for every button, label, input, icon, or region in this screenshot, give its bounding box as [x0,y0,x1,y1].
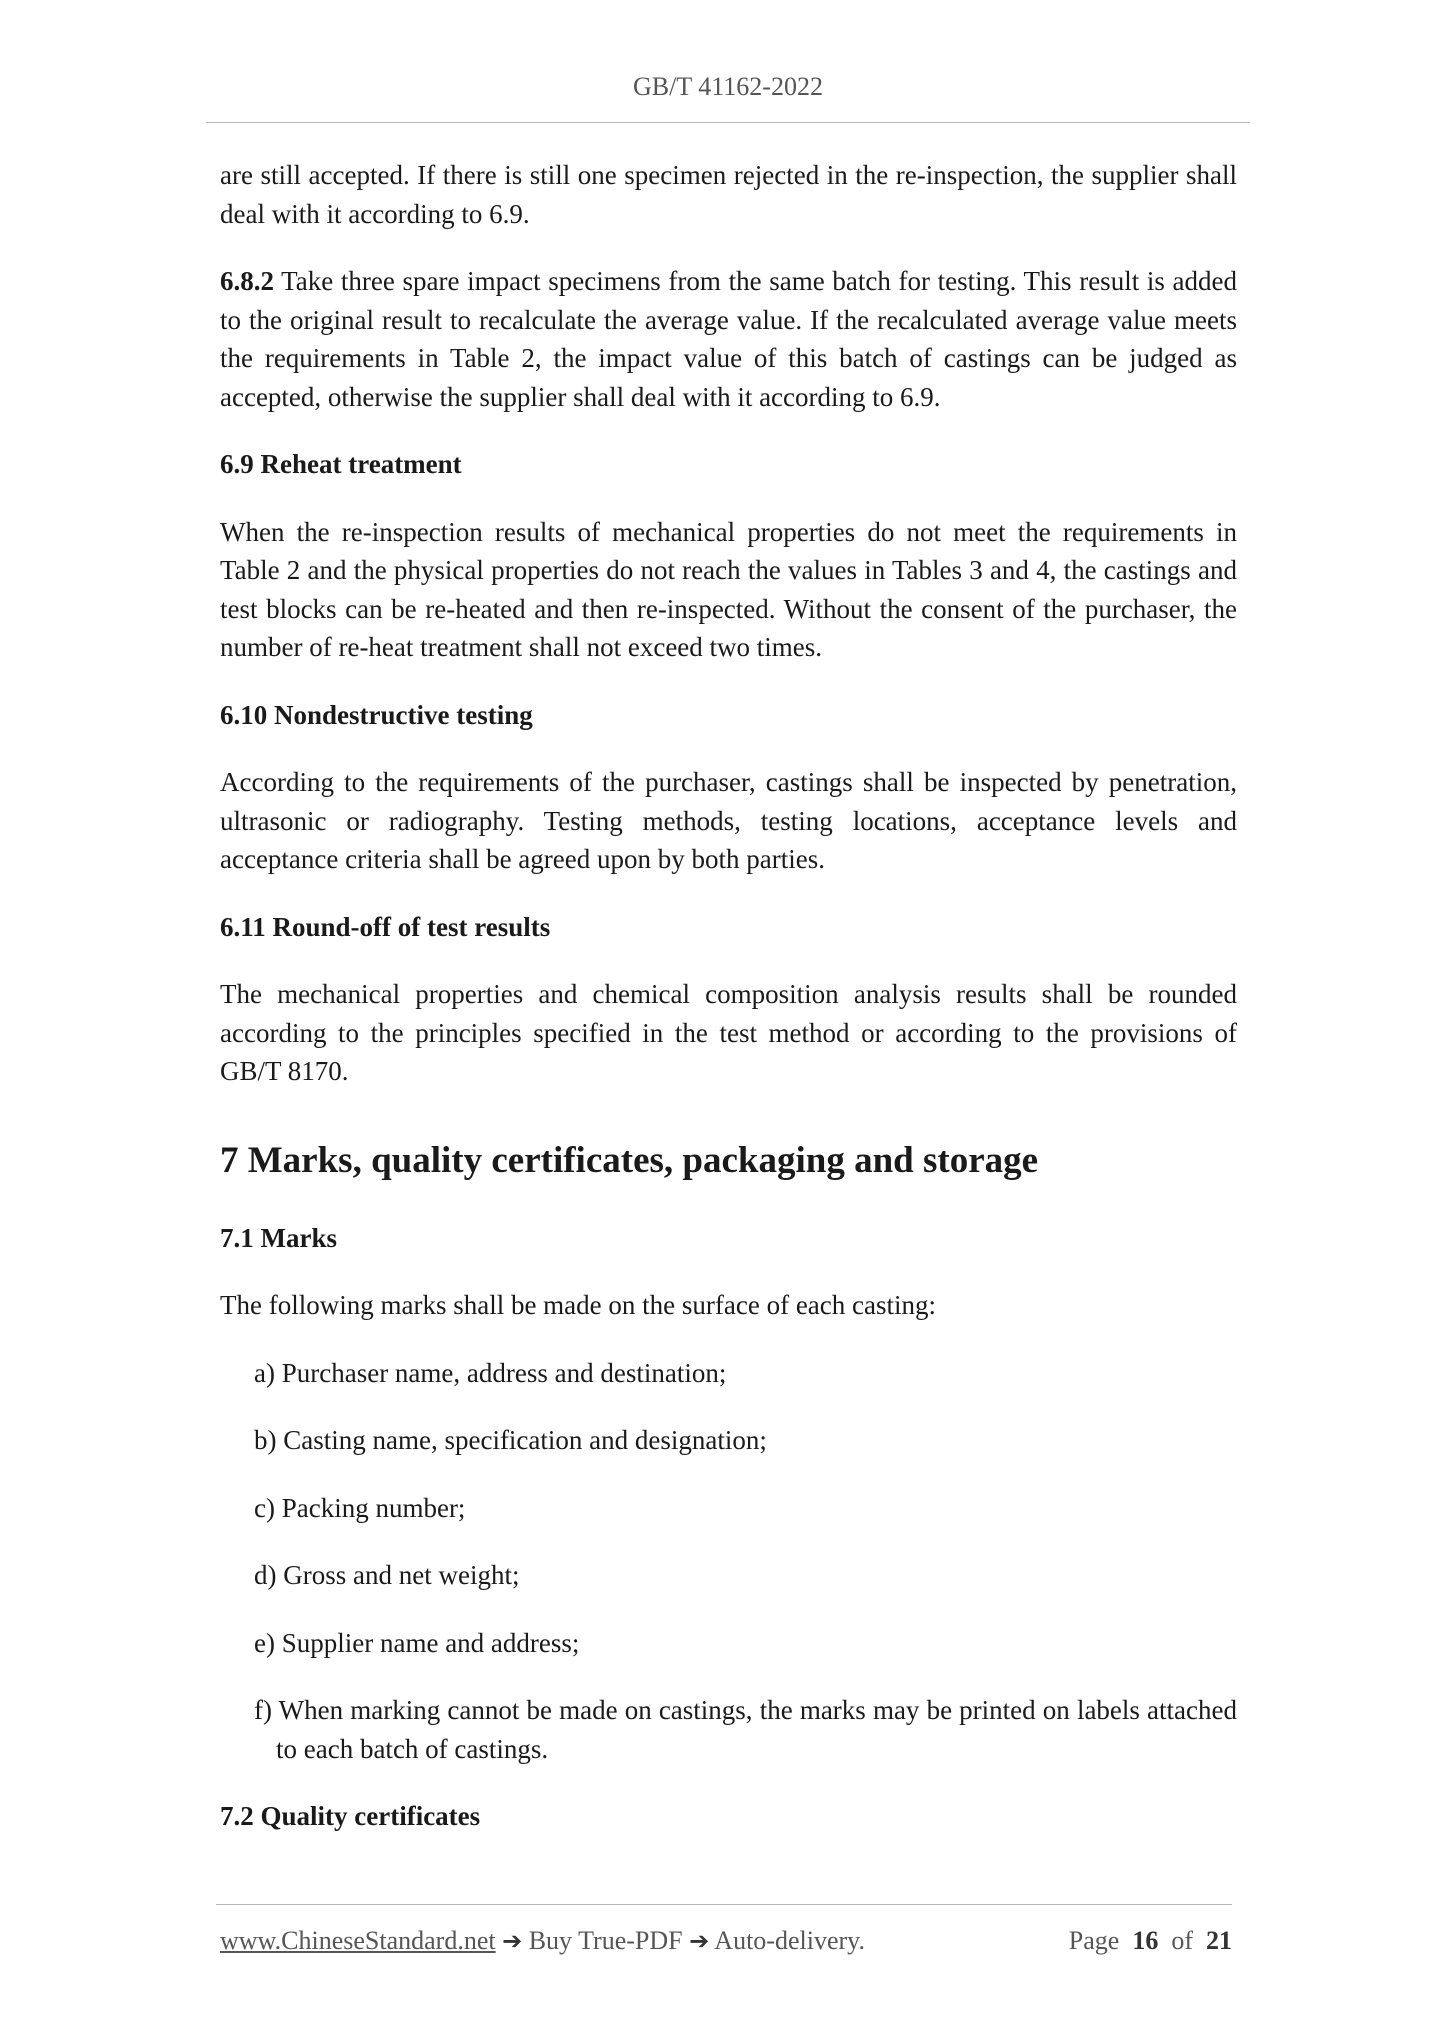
auto-delivery-text: Auto-delivery. [714,1926,865,1955]
continued-paragraph: are still accepted. If there is still one specimen rejected in the re-inspection, the supplier shall deal with it according to 6.9. [220,160,1237,229]
paragraph-6-11: The mechanical properties and chemical composition analysis results shall be rounded according to the principles specified in the test method or according to the provisions of GB/T 8170. [220,979,1237,1086]
page-label: Page [1068,1926,1120,1955]
clause-6-8-2-number: 6.8.2 [220,266,274,296]
list-item-e: e) Supplier name and address; [254,1627,580,1658]
heading-7: 7 Marks, quality certificates, packaging and storage [220,1139,1039,1181]
list-item-c: c) Packing number; [254,1492,466,1523]
page-total: 21 [1206,1926,1232,1955]
buy-true-pdf-text: Buy True-PDF [528,1926,683,1955]
arrow-right-icon: ➔ [502,1927,523,1955]
heading-6-11: 6.11 Round-off of test results [220,911,551,942]
page-current: 16 [1132,1926,1159,1955]
heading-6-9: 6.9 Reheat treatment [220,449,462,479]
list-item-a: a) Purchaser name, address and destination; [254,1357,727,1388]
document-footer [220,1926,1232,1962]
paragraph-6-9: When the re-inspection results of mechanical properties do not meet the requirements in Table 2 and the physical properties do not reach the values in Tables 3 and 4, the castings and test blocks can be re-heated and then re-inspected. Without the consent of the purchaser, the number of re-heat treatment shall not exceed two times. [220,516,1237,662]
footer-divider [216,1904,1232,1905]
paragraph-6-10: According to the requirements of the purchaser, castings shall be inspected by penetration, ultrasonic or radiography. Testing methods, testing locations, acceptance levels and acceptance criteria shall be agreed upon by both parties. [220,767,1237,874]
page-of-label: of [1171,1926,1193,1955]
paragraph-7-1-intro: The following marks shall be made on the surface of each casting: [220,1290,937,1320]
list-item-d: d) Gross and net weight; [254,1560,520,1590]
page-indicator [1069,1926,1232,1956]
document-body [220,156,1237,1865]
arrow-right-icon: ➔ [689,1927,710,1955]
clause-6-8-2 [220,262,1237,416]
list-item-b: b) Casting name, specification and designation; [254,1425,767,1455]
heading-6-10: 6.10 Nondestructive testing [220,699,533,730]
footer-promo [220,1926,865,1956]
heading-7-2: 7.2 Quality certificates [220,1801,481,1831]
list-item-f: f) When marking cannot be made on castings, the marks may be printed on labels attached to each batch of castings. [254,1695,1237,1764]
heading-7-1: 7.1 Marks [220,1222,337,1253]
site-link[interactable]: www.ChineseStandard.net [220,1926,496,1955]
document-header: GB/T 41162-2022 [633,72,823,101]
header-divider [206,122,1250,123]
clause-6-8-2-text: Take three spare impact specimens from the same batch for testing. This result is added to the original result to recalculate the average value. If the recalculated average value meets the requirements in Table 2, the impact value of this batch of castings can be judged as accepted, otherwise the supplier shall deal with it according to 6.9. [220,266,1237,412]
